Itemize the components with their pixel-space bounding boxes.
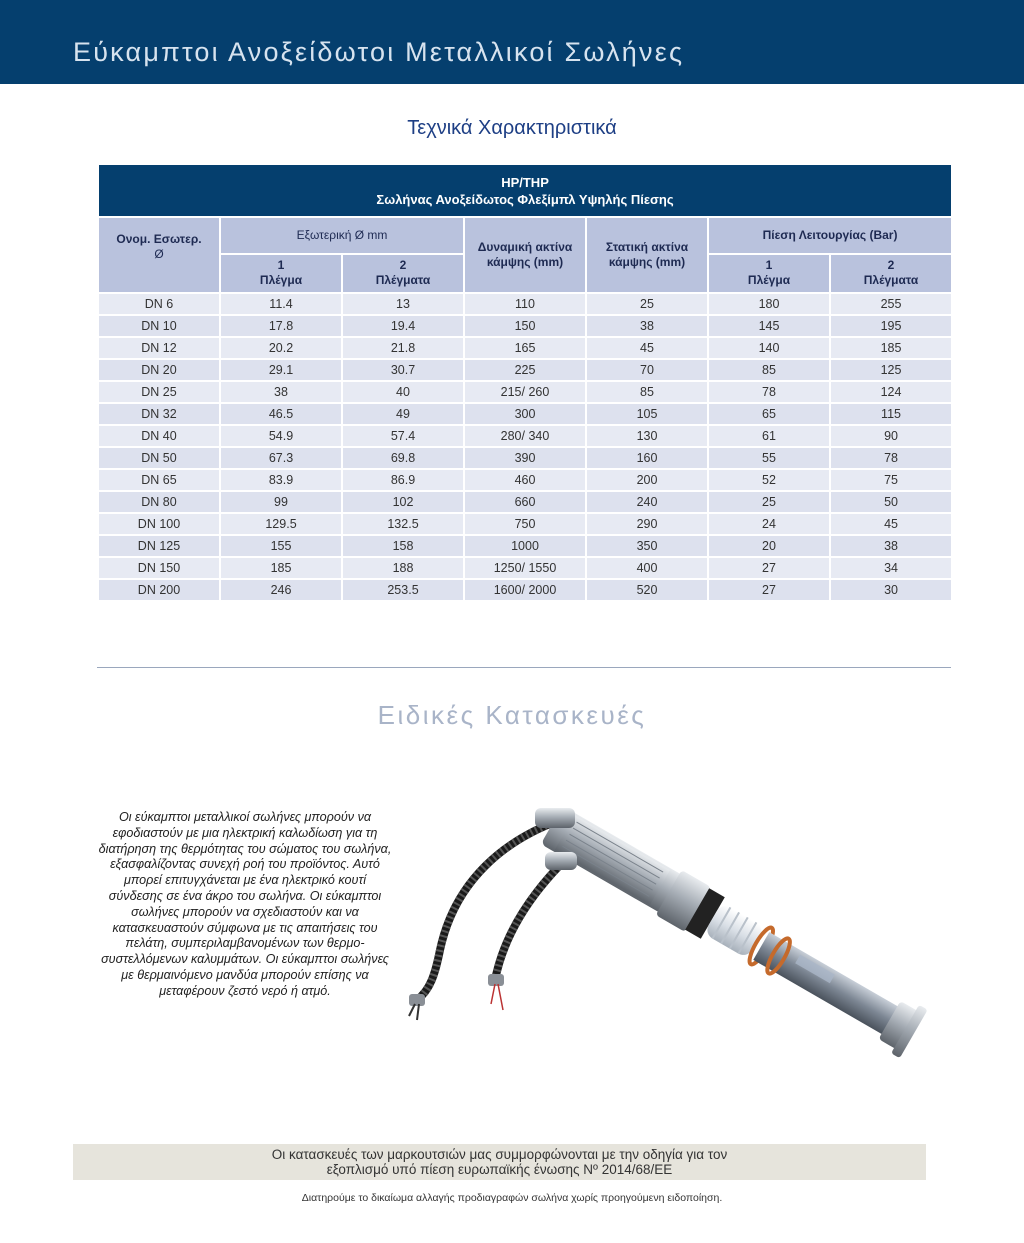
sub-header-outer-1 [220,254,342,293]
table-cell: DN 100 [98,513,220,535]
compliance-line-2: εξοπλισμό υπό πίεση ευρωπαϊκής ένωσης Nº 2014/68/ΕΕ [326,1162,673,1177]
table-cell: DN 6 [98,293,220,315]
table-cell: DN 50 [98,447,220,469]
col-dynamic-header: Δυναμική ακτίνα κάμψης (mm) [464,217,586,293]
col-pressure-header: Πίεση Λειτουργίας (Bar) [708,217,952,254]
table-cell: 38 [220,381,342,403]
table-cell: 115 [830,403,952,425]
table-cell: 30.7 [342,359,464,381]
table-row [98,447,952,469]
table-cell: 25 [586,293,708,315]
table-caption [98,164,952,217]
table-cell: 45 [830,513,952,535]
table-cell: DN 65 [98,469,220,491]
table-row [98,557,952,579]
table-cell: 158 [342,535,464,557]
sub-header-label: Πλέγματα [375,273,431,288]
table-cell: 85 [586,381,708,403]
table-row [98,579,952,601]
table-cell: 185 [220,557,342,579]
table-cell: 132.5 [342,513,464,535]
table-cell: 34 [830,557,952,579]
table-row [98,337,952,359]
table-row [98,491,952,513]
table-cell: 280/ 340 [464,425,586,447]
table-row [98,535,952,557]
table-cell: 246 [220,579,342,601]
table-cell: 86.9 [342,469,464,491]
table-cell: 20.2 [220,337,342,359]
table-cell: DN 80 [98,491,220,513]
specs-table [97,163,953,602]
table-cell: 29.1 [220,359,342,381]
table-cell: 78 [708,381,830,403]
table-cell: 21.8 [342,337,464,359]
sub-header-num: 1 [765,258,773,273]
table-cell: 85 [708,359,830,381]
cable-right [495,860,565,980]
table-cell: 52 [708,469,830,491]
table-caption-title: Σωλήνας Ανοξείδωτος Φλεξίμπλ Υψηλής Πίεσης [376,191,674,207]
table-cell: 155 [220,535,342,557]
table-cell: 25 [708,491,830,513]
table-cell: 40 [342,381,464,403]
specs-section-title: Τεχνικά Χαρακτηριστικά [407,117,617,139]
compliance-box [73,1144,926,1180]
sub-header-label: Πλέγμα [747,273,791,288]
table-cell: 19.4 [342,315,464,337]
col-static-header: Στατική ακτίνα κάμψης (mm) [586,217,708,293]
table-cell: 38 [830,535,952,557]
table-cell: 70 [586,359,708,381]
cable-connector [488,974,504,986]
table-cell: 195 [830,315,952,337]
table-cell: 54.9 [220,425,342,447]
table-cell: 50 [830,491,952,513]
sub-header-num: 2 [399,258,407,273]
table-cell: 57.4 [342,425,464,447]
table-cell: 11.4 [220,293,342,315]
table-cell: 20 [708,535,830,557]
table-cell: 27 [708,557,830,579]
section-divider [97,667,951,668]
table-cell: 83.9 [220,469,342,491]
table-cell: 105 [586,403,708,425]
table-row [98,425,952,447]
table-row [98,381,952,403]
table-cell: DN 200 [98,579,220,601]
col-outer-header: Εξωτερική Ø mm [220,217,464,254]
cable-left [417,820,560,1000]
table-cell: 110 [464,293,586,315]
sub-header-num: 1 [277,258,285,273]
table-cell: 55 [708,447,830,469]
table-cell: DN 150 [98,557,220,579]
table-cell: 200 [586,469,708,491]
table-row [98,315,952,337]
table-cell: 240 [586,491,708,513]
table-cell: 160 [586,447,708,469]
table-cell: 300 [464,403,586,425]
table-cell: 99 [220,491,342,513]
table-cell: 460 [464,469,586,491]
table-cell: 27 [708,579,830,601]
table-cell: 520 [586,579,708,601]
table-cell: 124 [830,381,952,403]
table-cell: 24 [708,513,830,535]
table-cell: 750 [464,513,586,535]
col-nominal-header [98,217,220,293]
table-cell: 13 [342,293,464,315]
table-cell: 660 [464,491,586,513]
table-cell: DN 10 [98,315,220,337]
table-cell: DN 32 [98,403,220,425]
table-cell: 49 [342,403,464,425]
disclaimer-note: Διατηρούμε το δικαίωμα αλλαγής προδιαγραφών σωλήνα χωρίς προηγούμενη ειδοποίηση. [301,1192,723,1204]
table-cell: 45 [586,337,708,359]
table-cell: 1000 [464,535,586,557]
page-title: Εύκαμπτοι Ανοξείδωτοι Μεταλλικοί Σωλήνες [73,37,685,67]
table-cell: 185 [830,337,952,359]
sub-header-label: Πλέγματα [863,273,919,288]
table-cell: 150 [464,315,586,337]
special-section-title: Ειδικές Κατασκευές [377,700,647,730]
table-cell: 400 [586,557,708,579]
sub-header-pressure-1 [708,254,830,293]
table-cell: 180 [708,293,830,315]
heated-hose-image [395,790,970,1060]
sub-header-outer-2 [342,254,464,293]
compliance-line-1: Οι κατασκευές των μαρκουτσιών μας συμμορφώνονται με την οδηγία για τον [271,1147,728,1162]
table-cell: 17.8 [220,315,342,337]
table-caption-code: HP/THP [501,174,549,190]
table-row [98,469,952,491]
table-cell: 290 [586,513,708,535]
table-cell: 125 [830,359,952,381]
sub-header-label: Πλέγμα [259,273,303,288]
table-cell: 255 [830,293,952,315]
col-nominal-label: Ονομ. Εσωτερ. [116,232,202,246]
table-cell: 67.3 [220,447,342,469]
table-cell: DN 12 [98,337,220,359]
table-cell: 75 [830,469,952,491]
table-cell: DN 20 [98,359,220,381]
table-cell: 69.8 [342,447,464,469]
table-cell: 129.5 [220,513,342,535]
special-description: Οι εύκαμπτοι μεταλλικοί σωλήνες μπορούν να εφοδιαστούν με μια ηλεκτρική καλωδίωση για τη διατήρηση της θερμότητας του σώματος του σωλήνα, εξασφαλίζοντας συνεχή ροή του προϊόντος. Αυτό μπορεί επιτυγχάνεται με ένα ηλεκτρικό κουτί σύνδεσης σε ένα άκρο του σωλήνα. Οι εύκαμπτοι σωλήνες μπορούν να σχεδιαστούν και να κατασκευαστούν σύμφωνα με τις απαιτήσεις του πελάτη, συμπεριλαμβανομένων των θερμο-συστελλόμενων καλυμμάτων. Οι εύκαμπτοι σωλήνες με θερμαινόμενο μανδύα μπορούν επίσης να μεταφέρουν ζεστό νερό ή ατμό. [98,810,392,998]
table-row [98,293,952,315]
table-cell: 225 [464,359,586,381]
top-banner [0,0,1024,84]
table-cell: 30 [830,579,952,601]
table-cell: 140 [708,337,830,359]
table-cell: DN 125 [98,535,220,557]
table-cell: 1250/ 1550 [464,557,586,579]
table-cell: 145 [708,315,830,337]
table-row [98,359,952,381]
sub-header-pressure-2 [830,254,952,293]
table-cell: 1600/ 2000 [464,579,586,601]
table-cell: 350 [586,535,708,557]
specs-table-body [98,293,952,601]
table-cell: 65 [708,403,830,425]
table-row [98,513,952,535]
table-cell: DN 40 [98,425,220,447]
col-nominal-symbol: Ø [154,247,164,261]
table-cell: 130 [586,425,708,447]
table-row [98,403,952,425]
table-cell: 188 [342,557,464,579]
table-cell: 61 [708,425,830,447]
table-cell: 215/ 260 [464,381,586,403]
table-cell: 165 [464,337,586,359]
table-cell: 46.5 [220,403,342,425]
table-cell: 390 [464,447,586,469]
table-cell: 78 [830,447,952,469]
table-cell: 253.5 [342,579,464,601]
sub-header-num: 2 [887,258,895,273]
table-cell: DN 25 [98,381,220,403]
table-cell: 102 [342,491,464,513]
table-cell: 90 [830,425,952,447]
table-cell: 38 [586,315,708,337]
